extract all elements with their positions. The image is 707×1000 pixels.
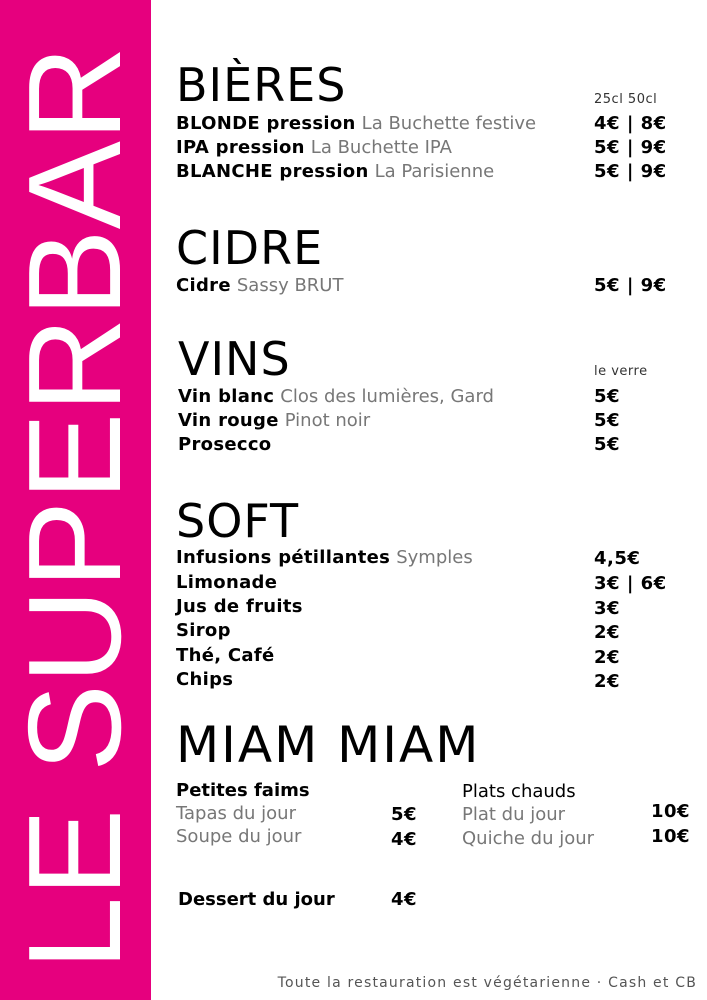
price: 4€ | 8€: [594, 113, 667, 134]
brand-title: LE SUPERBAR: [1, 45, 148, 971]
dessert-item: Dessert du jour: [178, 889, 335, 910]
price: 3€ | 6€: [594, 573, 667, 594]
menu-item: Jus de fruits: [176, 596, 303, 617]
price: 4,5€: [594, 548, 641, 569]
price: 2€: [594, 622, 621, 643]
price: 5€ | 9€: [594, 275, 667, 296]
subsection-title-petites: Petites faims: [176, 780, 310, 801]
menu-item: Vin blanc Clos des lumières, Gard: [178, 386, 494, 407]
menu-item: Prosecco: [178, 434, 272, 455]
price: 5€: [594, 410, 621, 431]
price: 4€: [391, 829, 418, 850]
price: 5€ | 9€: [594, 161, 667, 182]
price: 5€: [391, 804, 418, 825]
section-title-vins: VINS: [178, 332, 291, 386]
menu-item: Quiche du jour: [462, 828, 595, 849]
price: 10€: [651, 801, 691, 822]
menu-item: BLANCHE pression La Parisienne: [176, 161, 495, 182]
sidebar-band: [0, 0, 151, 1000]
price: 5€: [594, 386, 621, 407]
menu-item: Infusions pétillantes Symples: [176, 547, 473, 568]
menu-item: Vin rouge Pinot noir: [178, 410, 371, 431]
menu-item: Cidre Sassy BRUT: [176, 275, 344, 296]
menu-item: Sirop: [176, 620, 231, 641]
price: 10€: [651, 826, 691, 847]
subsection-title-plats: Plats chauds: [462, 781, 576, 802]
menu-item: Tapas du jour: [176, 803, 296, 824]
menu-item: Plat du jour: [462, 804, 566, 825]
section-title-soft: SOFT: [176, 494, 300, 548]
price: 4€: [391, 889, 418, 910]
price: 5€: [594, 434, 621, 455]
section-title-cidre: CIDRE: [176, 221, 324, 275]
price: 5€ | 9€: [594, 137, 667, 158]
size-header-bieres: 25cl 50cl: [594, 92, 658, 107]
menu-item: Thé, Café: [176, 645, 275, 666]
section-title-bieres: BIÈRES: [176, 58, 347, 112]
footer-note: Toute la restauration est végétarienne · Cash et CB: [277, 975, 697, 991]
menu-item: Chips: [176, 669, 234, 690]
menu-item: BLONDE pression La Buchette festive: [176, 113, 537, 134]
price: 2€: [594, 647, 621, 668]
price: 2€: [594, 671, 621, 692]
section-title-miam: MIAM MIAM: [176, 716, 481, 774]
menu-item: IPA pression La Buchette IPA: [176, 137, 452, 158]
size-header-vins: le verre: [594, 364, 648, 379]
price: 3€: [594, 598, 621, 619]
menu-item: Soupe du jour: [176, 826, 302, 847]
menu-item: Limonade: [176, 572, 278, 593]
